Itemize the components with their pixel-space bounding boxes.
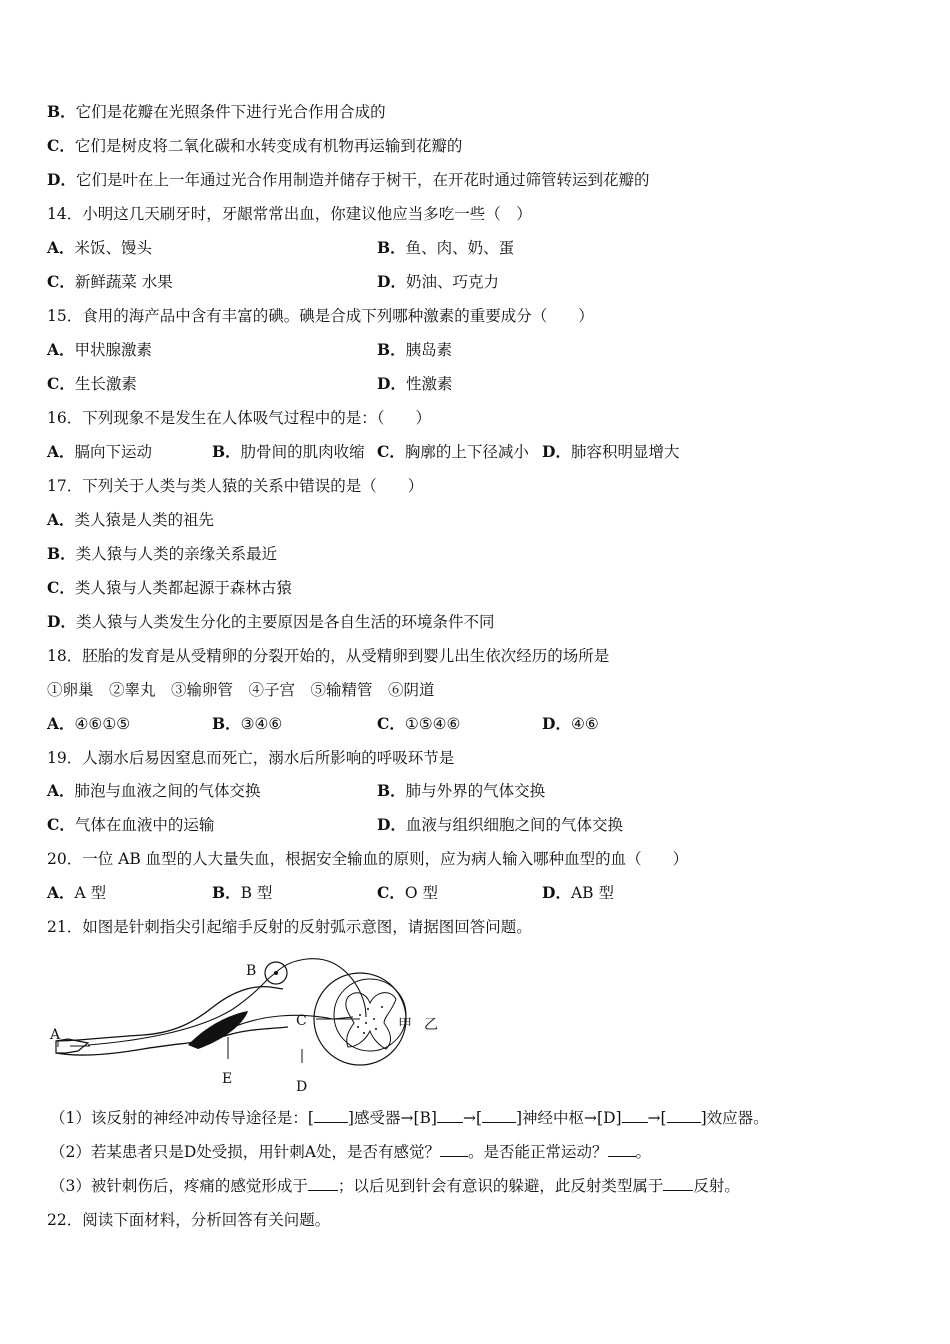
- q15-option-a: A．甲状腺激素: [47, 340, 153, 359]
- option-text: 它们是树皮将二氧化碳和水转变成有机物再运输到花瓣的: [74, 137, 463, 155]
- q18-option-a: A．④⑥①⑤: [47, 714, 131, 733]
- answer-blank[interactable]: [663, 1190, 693, 1191]
- arm-outline-lower: [56, 1027, 288, 1055]
- option-letter: C．: [47, 136, 75, 155]
- q20-option-d: D．AB 型: [542, 883, 614, 902]
- q19-option-b: B．肺与外界的气体交换: [377, 781, 546, 800]
- q13-option-c: [47, 136, 462, 156]
- q19-option-c: C．气体在血液中的运输: [47, 815, 215, 834]
- nerve-loop: [280, 959, 366, 1017]
- q16-stem: 16．下列现象不是发生在人体吸气过程中的是：（ ）: [47, 409, 431, 427]
- answer-blank[interactable]: [440, 1156, 468, 1157]
- afferent-nerve: [88, 969, 280, 1045]
- label-a: A: [50, 1027, 61, 1043]
- q18-stem: 18．胚胎的发育是从受精卵的分裂开始的，从受精卵到婴儿出生依次经历的场所是: [47, 647, 610, 665]
- q15-stem: 15．食用的海产品中含有丰富的碘。碘是合成下列哪种激素的重要成分（ ）: [47, 307, 594, 325]
- option-text: 它们是叶在上一年通过光合作用制造并储存于树干，在开花时通过筛管转运到花瓣的: [75, 171, 650, 189]
- q21-stem: 21．如图是针刺指尖引起缩手反射的反射弧示意图，请据图回答问题。: [47, 918, 532, 936]
- q17-option-d: D．类人猿与人类发生分化的主要原因是各自生活的环境条件不同: [47, 612, 495, 631]
- reflex-arc-figure: [48, 957, 448, 1097]
- label-yi: 乙: [424, 1017, 438, 1033]
- q21-sub3: （3）被针刺伤后，疼痛的感觉形成于 ；以后见到针会有意识的躲避，此反射类型属于 反射。: [50, 1177, 740, 1195]
- grey-matter: [346, 993, 396, 1049]
- q19-stem: 19．人溺水后易因窒息而死亡，溺水后所影响的呼吸环节是: [47, 749, 455, 767]
- label-e: E: [222, 1071, 233, 1087]
- answer-blank[interactable]: [622, 1122, 648, 1123]
- answer-blank[interactable]: [314, 1122, 348, 1123]
- q22-stem: 22．阅读下面材料，分析回答有关问题。: [47, 1211, 331, 1229]
- q17-stem: 17．下列关于人类与类人猿的关系中错误的是（ ）: [47, 477, 424, 495]
- q17-option-b: B．类人猿与人类的亲缘关系最近: [47, 544, 278, 563]
- label-c: C: [296, 1013, 307, 1029]
- q14-option-a: A．米饭、馒头: [47, 238, 153, 257]
- answer-blank[interactable]: [608, 1156, 636, 1157]
- q13-option-b: [47, 102, 386, 122]
- option-text: 它们是花瓣在光照条件下进行光合作用合成的: [75, 103, 386, 121]
- q20-option-a: A．A 型: [47, 883, 107, 902]
- q13-option-d: [47, 170, 649, 190]
- answer-blank[interactable]: [437, 1122, 463, 1123]
- q18-option-c: C．①⑤④⑥: [377, 714, 461, 733]
- label-d: D: [296, 1079, 308, 1095]
- q18-option-d: D．④⑥: [542, 714, 599, 733]
- q14-option-d: D．奶油、巧克力: [377, 272, 499, 291]
- option-letter: B．: [47, 102, 76, 121]
- q20-option-b: B．B 型: [212, 883, 273, 902]
- q20-option-c: C．O 型: [377, 883, 438, 902]
- q16-option-a: A．膈向下运动: [47, 442, 153, 461]
- q15-option-d: D．性激素: [377, 374, 453, 393]
- q15-option-b: B．胰岛素: [377, 340, 453, 359]
- ganglion-dot: [274, 971, 278, 975]
- q16-option-c: C．胸廓的上下径减小: [377, 442, 529, 461]
- q14-stem: 14．小明这几天刷牙时，牙龈常常出血，你建议他应当多吃一些（ ）: [47, 205, 532, 223]
- q14-option-b: B．鱼、肉、奶、蛋: [377, 238, 515, 257]
- q18-items: ①卵巢 ②睾丸 ③输卵管 ④子宫 ⑤输精管 ⑥阴道: [47, 681, 435, 699]
- answer-blank[interactable]: [308, 1190, 338, 1191]
- q17-option-c: C．类人猿与人类都起源于森林古猿: [47, 578, 292, 597]
- q16-option-b: B．肋骨间的肌肉收缩: [212, 442, 365, 461]
- spinal-cord-inner: [334, 979, 406, 1051]
- label-b: B: [246, 963, 257, 979]
- option-letter: D．: [47, 170, 76, 189]
- label-jia: 甲: [398, 1017, 412, 1033]
- q15-option-c: C．生长激素: [47, 374, 137, 393]
- q14-option-c: C．新鲜蔬菜 水果: [47, 272, 173, 291]
- answer-blank[interactable]: [482, 1122, 516, 1123]
- q20-stem: 20．一位 AB 血型的人大量失血，根据安全输血的原则，应为病人输入哪种血型的血（ ）: [47, 850, 689, 868]
- q17-option-a: A．类人猿是人类的祖先: [47, 510, 215, 529]
- q19-option-d: D．血液与组织细胞之间的气体交换: [377, 815, 623, 834]
- q16-option-d: D．肺容积明显增大: [542, 442, 680, 461]
- answer-blank[interactable]: [667, 1122, 701, 1123]
- q18-option-b: B．③④⑥: [212, 714, 283, 733]
- q21-sub2: （2）若某患者只是D处受损，用针刺A处，是否有感觉？ 。是否能正常运动？ 。: [50, 1143, 652, 1161]
- q21-sub1: （1）该反射的神经冲动传导途径是：[ ]感受器→[B] →[ ]神经中枢→[D] →[ ]效应器。: [50, 1109, 769, 1127]
- q19-option-a: A．肺泡与血液之间的气体交换: [47, 781, 261, 800]
